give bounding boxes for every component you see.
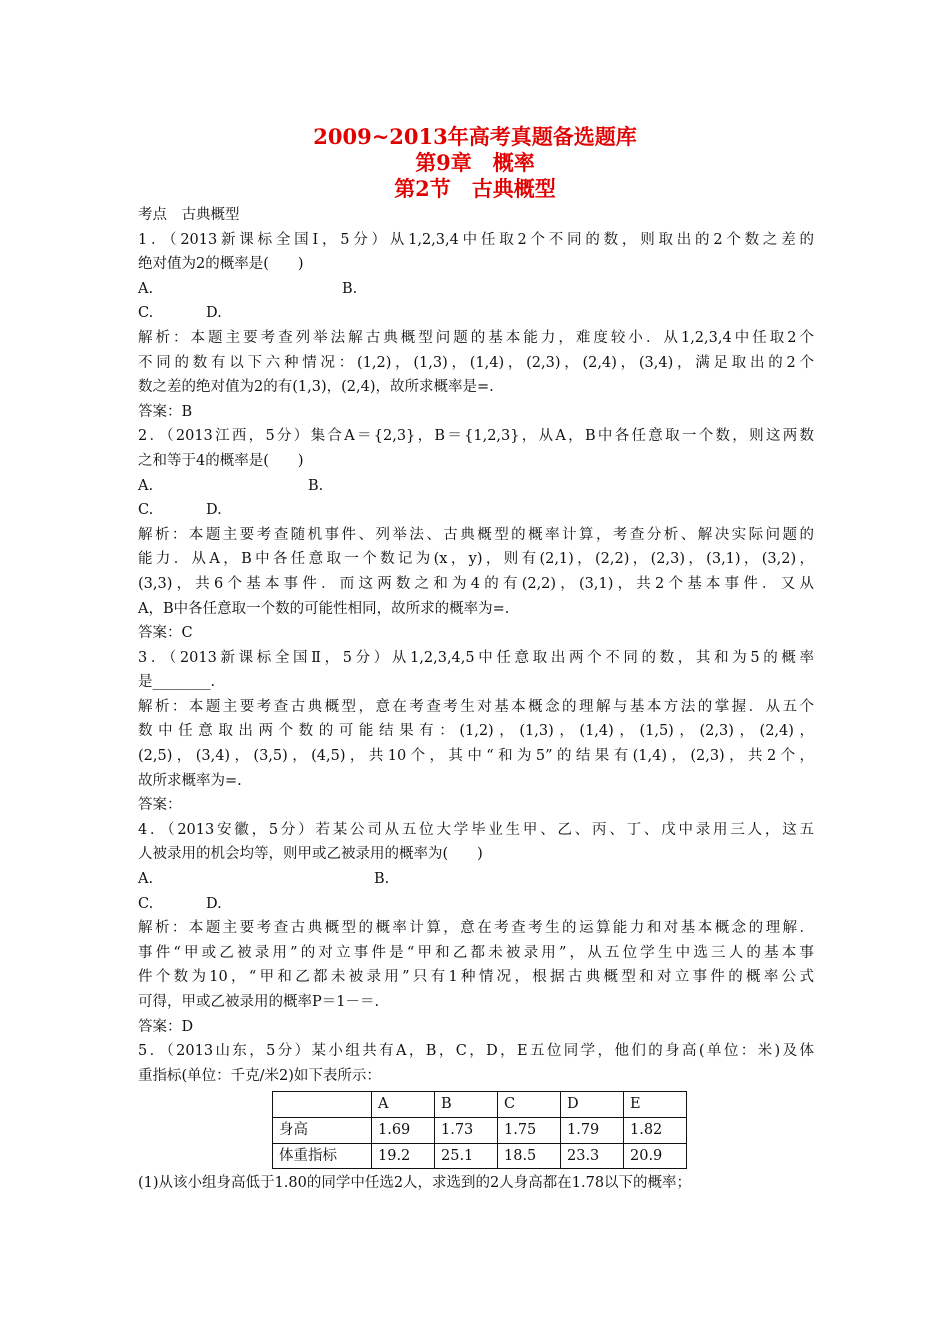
q1-analysis-line: 不同的数有以下六种情况：(1,2)，(1,3)，(1,4)，(2,3)，(2,4)，(3,4)，满足取出的2个: [138, 354, 814, 371]
topic-label: 考点 古典概型: [138, 207, 240, 223]
q2-analysis-line: 解析：本题主要考查随机事件、列举法、古典概型的概率计算，考查分析、解决实际问题的: [138, 526, 814, 543]
q4-options-row1: [138, 867, 814, 892]
document-body: [138, 203, 814, 1196]
table-cell: 体重指标: [273, 1143, 372, 1169]
q2-stem-line: 之和等于4的概率是( ): [138, 452, 304, 469]
table-row: [273, 1117, 687, 1143]
chapter-title: 第9章 概率: [415, 150, 535, 175]
table-cell: D: [561, 1092, 624, 1118]
q3-stem-line: 是________.: [138, 674, 216, 691]
q1-option-b: B.: [342, 280, 358, 297]
q1-analysis-line: 数之差的绝对值为2的有(1,3)，(2,4)，故所求概率是=.: [138, 379, 494, 396]
height-weight-table: [272, 1091, 687, 1169]
table-cell: C: [498, 1092, 561, 1118]
q1-option-d: D.: [206, 305, 222, 322]
table-cell: 1.69: [372, 1117, 435, 1143]
q2-analysis-line: A，B中各任意取一个数的可能性相同，故所求的概率为=.: [138, 600, 510, 617]
table-cell: B: [435, 1092, 498, 1118]
q2-option-b: B.: [308, 477, 324, 494]
q1-analysis-line: 解析：本题主要考查列举法解古典概型问题的基本能力，难度较小．从1,2,3,4中任取2个: [138, 329, 814, 346]
table-cell: 23.3: [561, 1143, 624, 1169]
q4-option-c: C.: [138, 895, 154, 912]
q1-option-c: C.: [138, 305, 154, 322]
q1-options-row1: [138, 277, 814, 302]
q4-answer: 答案：D: [138, 1018, 194, 1035]
q4-analysis-line: 可得，甲或乙被录用的概率P＝1－＝.: [138, 994, 380, 1010]
q1-answer: 答案：B: [138, 403, 193, 420]
q3-analysis-line: (2,5)，(3,4)，(3,5)，(4,5)，共10个，其中“和为5”的结果有(1,4)，(2,3)，共2个，: [138, 748, 814, 765]
q3-analysis-line: 数中任意取出两个数的可能结果有：(1,2)，(1,3)，(1,4)，(1,5)，(2,3)，(2,4)，: [138, 723, 814, 740]
q5-part1: (1)从该小组身高低于1.80的同学中任选2人，求选到的2人身高都在1.78以下的概率；: [138, 1175, 692, 1192]
q4-stem-line: 人被录用的机会均等，则甲或乙被录用的概率为( ): [138, 846, 483, 863]
q1-option-a: A.: [138, 280, 154, 297]
q2-analysis-line: 能力．从A，B中各任意取一个数记为(x，y)，则有(2,1)，(2,2)，(2,3)，(3,1)，(3,2)，: [138, 551, 814, 568]
q4-analysis-line: 解析：本题主要考查古典概型的概率计算，意在考查考生的运算能力和对基本概念的理解．: [138, 920, 814, 937]
table-cell: 19.2: [372, 1143, 435, 1169]
table-cell: 1.79: [561, 1117, 624, 1143]
q4-option-d: D.: [206, 895, 222, 912]
table-cell: 18.5: [498, 1143, 561, 1169]
q4-options-row2: [138, 892, 814, 917]
table-cell: 1.82: [624, 1117, 687, 1143]
doc-title: 2009~2013年高考真题备选题库: [313, 124, 637, 149]
q1-stem-line: 1．（2013新课标全国Ⅰ，5分）从1,2,3,4中任取2个不同的数，则取出的2个数之差的: [138, 231, 814, 248]
table-cell: 身高: [273, 1117, 372, 1143]
q4-stem-line: 4．（2013安徽，5分）若某公司从五位大学毕业生甲、乙、丙、丁、戊中录用三人，这五: [138, 821, 814, 838]
q4-option-b: B.: [374, 871, 390, 888]
table-cell: 20.9: [624, 1143, 687, 1169]
q2-option-c: C.: [138, 502, 154, 519]
section-title: 第2节 古典概型: [394, 176, 556, 201]
q3-stem-line: 3．（2013新课标全国Ⅱ，5分）从1,2,3,4,5中任意取出两个不同的数，其和为5的概率: [138, 649, 814, 666]
q2-answer: 答案：C: [138, 625, 193, 642]
q3-answer: 答案：: [138, 797, 182, 814]
table-cell: E: [624, 1092, 687, 1118]
q1-stem-line: 绝对值为2的概率是( ): [138, 256, 304, 273]
q2-options-row2: [138, 498, 814, 523]
q5-stem-line: 5．（2013山东，5分）某小组共有A，B，C，D，E五位同学，他们的身高(单位：米)及体: [138, 1043, 814, 1060]
q3-analysis-line: 解析：本题主要考查古典概型，意在考查考生对基本概念的理解与基本方法的掌握．从五个: [138, 698, 814, 715]
table-cell: A: [372, 1092, 435, 1118]
table-row: [273, 1143, 687, 1169]
table-header-row: [273, 1092, 687, 1118]
title-block: [0, 124, 950, 202]
q2-analysis-line: (3,3)，共6个基本事件．而这两数之和为4的有(2,2)，(3,1)，共2个基本事件．又从: [138, 575, 814, 592]
q3-analysis-line: 故所求概率为=.: [138, 772, 242, 789]
q2-option-a: A.: [138, 477, 154, 494]
table-cell: 1.73: [435, 1117, 498, 1143]
q4-analysis-line: 件个数为10，“甲和乙都未被录用”只有1种情况，根据古典概型和对立事件的概率公式: [138, 969, 814, 986]
q4-analysis-line: 事件“甲或乙被录用”的对立事件是“甲和乙都未被录用”，从五位学生中选三人的基本事: [138, 944, 814, 961]
q2-stem-line: 2．（2013江西，5分）集合A＝{2,3}，B＝{1,2,3}，从A，B中各任意取一个数，则这两数: [138, 428, 814, 445]
table-cell: 1.75: [498, 1117, 561, 1143]
q2-options-row1: [138, 474, 814, 499]
q1-options-row2: [138, 301, 814, 326]
q2-option-d: D.: [206, 502, 222, 519]
q4-option-a: A.: [138, 871, 154, 888]
q5-stem-line: 重指标(单位：千克/米2)如下表所示：: [138, 1067, 381, 1084]
table-cell: 25.1: [435, 1143, 498, 1169]
table-cell: [273, 1092, 372, 1118]
